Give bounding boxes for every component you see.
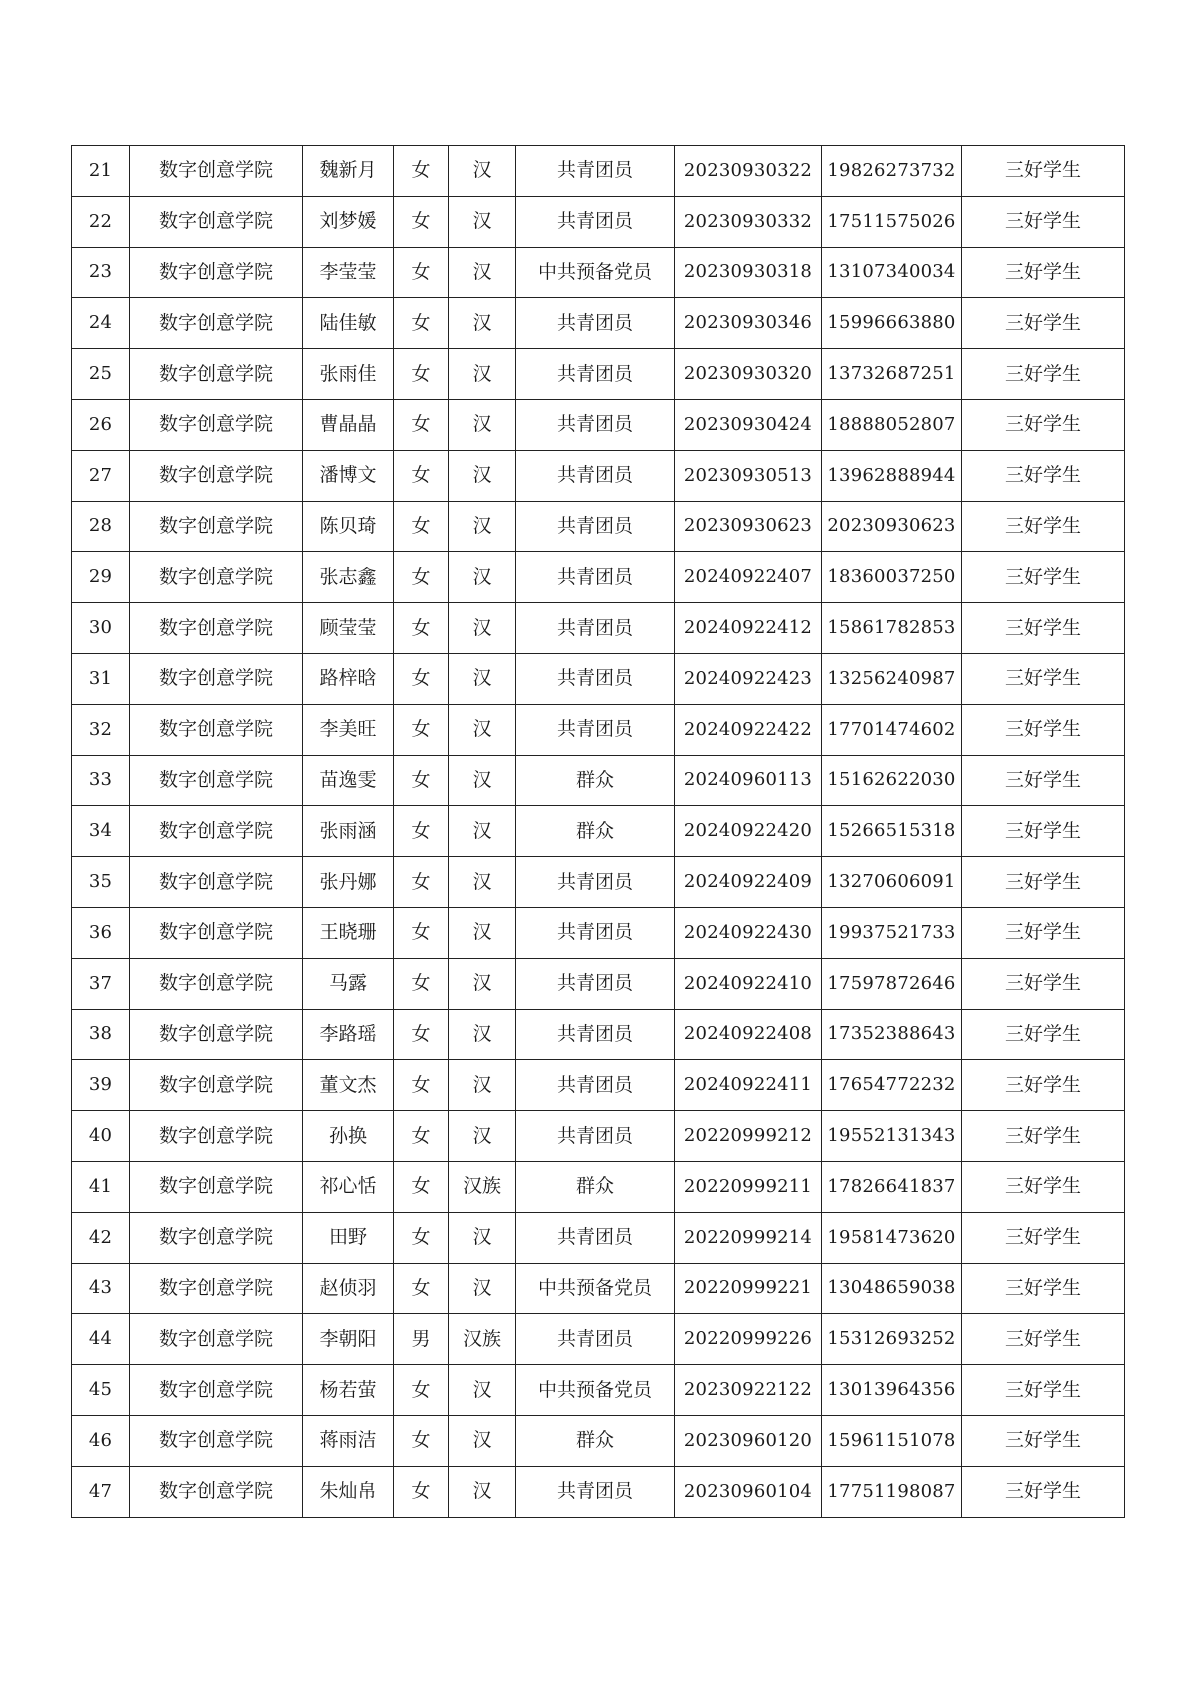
gender-cell: 女 [394,907,449,958]
phone-number-cell: 17654772232 [822,1060,962,1111]
row-number-cell: 47 [72,1466,130,1517]
row-number-cell: 37 [72,958,130,1009]
gender-cell: 女 [394,755,449,806]
college-cell: 数字创意学院 [130,1365,303,1416]
gender-cell: 男 [394,1314,449,1365]
college-cell: 数字创意学院 [130,907,303,958]
row-number-cell: 36 [72,907,130,958]
ethnicity-cell: 汉 [449,857,516,908]
ethnicity-cell: 汉 [449,1415,516,1466]
ethnicity-cell: 汉 [449,653,516,704]
college-cell: 数字创意学院 [130,247,303,298]
phone-number-cell: 15861782853 [822,603,962,654]
ethnicity-cell: 汉 [449,907,516,958]
ethnicity-cell: 汉 [449,1263,516,1314]
gender-cell: 女 [394,298,449,349]
ethnicity-cell: 汉 [449,298,516,349]
student-name-cell: 董文杰 [303,1060,394,1111]
ethnicity-cell: 汉 [449,349,516,400]
college-cell: 数字创意学院 [130,552,303,603]
college-cell: 数字创意学院 [130,298,303,349]
college-cell: 数字创意学院 [130,1111,303,1162]
gender-cell: 女 [394,704,449,755]
award-cell: 三好学生 [962,1111,1125,1162]
college-cell: 数字创意学院 [130,1466,303,1517]
student-name-cell: 魏新月 [303,146,394,197]
student-name-cell: 李朝阳 [303,1314,394,1365]
political-status-cell: 共青团员 [516,1212,675,1263]
phone-number-cell: 17701474602 [822,704,962,755]
student-id-cell: 20230930332 [675,196,822,247]
political-status-cell: 共青团员 [516,399,675,450]
college-cell: 数字创意学院 [130,450,303,501]
ethnicity-cell: 汉 [449,399,516,450]
political-status-cell: 共青团员 [516,704,675,755]
table-row [72,806,1125,857]
gender-cell: 女 [394,857,449,908]
gender-cell: 女 [394,1111,449,1162]
political-status-cell: 共青团员 [516,349,675,400]
gender-cell: 女 [394,958,449,1009]
gender-cell: 女 [394,653,449,704]
college-cell: 数字创意学院 [130,1263,303,1314]
row-number-cell: 38 [72,1009,130,1060]
student-name-cell: 李美旺 [303,704,394,755]
row-number-cell: 24 [72,298,130,349]
college-cell: 数字创意学院 [130,755,303,806]
college-cell: 数字创意学院 [130,958,303,1009]
row-number-cell: 26 [72,399,130,450]
award-cell: 三好学生 [962,196,1125,247]
student-name-cell: 马露 [303,958,394,1009]
ethnicity-cell: 汉 [449,501,516,552]
ethnicity-cell: 汉族 [449,1161,516,1212]
student-id-cell: 20240922423 [675,653,822,704]
phone-number-cell: 19552131343 [822,1111,962,1162]
gender-cell: 女 [394,1365,449,1416]
phone-number-cell: 18888052807 [822,399,962,450]
political-status-cell: 共青团员 [516,653,675,704]
student-id-cell: 20240922412 [675,603,822,654]
award-cell: 三好学生 [962,1415,1125,1466]
ethnicity-cell: 汉 [449,146,516,197]
table-body [72,146,1125,1518]
student-name-cell: 张雨佳 [303,349,394,400]
award-cell: 三好学生 [962,907,1125,958]
row-number-cell: 23 [72,247,130,298]
gender-cell: 女 [394,450,449,501]
college-cell: 数字创意学院 [130,1212,303,1263]
table-row [72,146,1125,197]
row-number-cell: 46 [72,1415,130,1466]
student-id-cell: 20230930424 [675,399,822,450]
phone-number-cell: 13013964356 [822,1365,962,1416]
ethnicity-cell: 汉 [449,196,516,247]
row-number-cell: 43 [72,1263,130,1314]
gender-cell: 女 [394,806,449,857]
ethnicity-cell: 汉族 [449,1314,516,1365]
student-name-cell: 张丹娜 [303,857,394,908]
student-id-cell: 20240960113 [675,755,822,806]
phone-number-cell: 15312693252 [822,1314,962,1365]
student-award-table [71,145,1125,1518]
table-row [72,1263,1125,1314]
student-id-cell: 20230922122 [675,1365,822,1416]
row-number-cell: 41 [72,1161,130,1212]
political-status-cell: 共青团员 [516,907,675,958]
table-row [72,1161,1125,1212]
student-name-cell: 苗逸雯 [303,755,394,806]
row-number-cell: 45 [72,1365,130,1416]
ethnicity-cell: 汉 [449,958,516,1009]
student-id-cell: 20230930320 [675,349,822,400]
award-cell: 三好学生 [962,958,1125,1009]
political-status-cell: 共青团员 [516,1466,675,1517]
political-status-cell: 共青团员 [516,958,675,1009]
table-row [72,1212,1125,1263]
student-id-cell: 20220999214 [675,1212,822,1263]
award-cell: 三好学生 [962,552,1125,603]
student-name-cell: 祁心恬 [303,1161,394,1212]
political-status-cell: 共青团员 [516,501,675,552]
table-row [72,1466,1125,1517]
phone-number-cell: 13962888944 [822,450,962,501]
political-status-cell: 群众 [516,1161,675,1212]
college-cell: 数字创意学院 [130,806,303,857]
ethnicity-cell: 汉 [449,1009,516,1060]
student-name-cell: 潘博文 [303,450,394,501]
political-status-cell: 共青团员 [516,603,675,654]
political-status-cell: 共青团员 [516,196,675,247]
political-status-cell: 共青团员 [516,450,675,501]
gender-cell: 女 [394,1161,449,1212]
phone-number-cell: 17352388643 [822,1009,962,1060]
phone-number-cell: 19937521733 [822,907,962,958]
college-cell: 数字创意学院 [130,1314,303,1365]
phone-number-cell: 19581473620 [822,1212,962,1263]
table-row [72,298,1125,349]
student-id-cell: 20220999212 [675,1111,822,1162]
student-name-cell: 张雨涵 [303,806,394,857]
college-cell: 数字创意学院 [130,1161,303,1212]
row-number-cell: 29 [72,552,130,603]
award-cell: 三好学生 [962,349,1125,400]
student-name-cell: 王晓珊 [303,907,394,958]
student-id-cell: 20220999211 [675,1161,822,1212]
student-name-cell: 赵侦羽 [303,1263,394,1314]
student-name-cell: 孙换 [303,1111,394,1162]
student-id-cell: 20220999221 [675,1263,822,1314]
award-cell: 三好学生 [962,1009,1125,1060]
row-number-cell: 25 [72,349,130,400]
phone-number-cell: 19826273732 [822,146,962,197]
political-status-cell: 中共预备党员 [516,1263,675,1314]
student-id-cell: 20230930513 [675,450,822,501]
political-status-cell: 共青团员 [516,857,675,908]
student-name-cell: 杨若萤 [303,1365,394,1416]
phone-number-cell: 17597872646 [822,958,962,1009]
table-row [72,1009,1125,1060]
political-status-cell: 群众 [516,755,675,806]
political-status-cell: 共青团员 [516,146,675,197]
award-cell: 三好学生 [962,1314,1125,1365]
row-number-cell: 34 [72,806,130,857]
table-row [72,755,1125,806]
row-number-cell: 28 [72,501,130,552]
ethnicity-cell: 汉 [449,450,516,501]
row-number-cell: 32 [72,704,130,755]
college-cell: 数字创意学院 [130,704,303,755]
student-id-cell: 20230930623 [675,501,822,552]
award-cell: 三好学生 [962,399,1125,450]
phone-number-cell: 17511575026 [822,196,962,247]
row-number-cell: 42 [72,1212,130,1263]
student-id-cell: 20230930322 [675,146,822,197]
row-number-cell: 35 [72,857,130,908]
award-cell: 三好学生 [962,806,1125,857]
student-id-cell: 20240922420 [675,806,822,857]
phone-number-cell: 15162622030 [822,755,962,806]
gender-cell: 女 [394,501,449,552]
student-name-cell: 曹晶晶 [303,399,394,450]
table-row [72,1060,1125,1111]
award-cell: 三好学生 [962,1212,1125,1263]
political-status-cell: 共青团员 [516,1314,675,1365]
phone-number-cell: 17826641837 [822,1161,962,1212]
phone-number-cell: 15266515318 [822,806,962,857]
ethnicity-cell: 汉 [449,704,516,755]
phone-number-cell: 17751198087 [822,1466,962,1517]
award-cell: 三好学生 [962,653,1125,704]
award-cell: 三好学生 [962,704,1125,755]
student-id-cell: 20240922409 [675,857,822,908]
student-name-cell: 张志鑫 [303,552,394,603]
student-name-cell: 李路瑶 [303,1009,394,1060]
table-row [72,399,1125,450]
row-number-cell: 31 [72,653,130,704]
table-row [72,704,1125,755]
student-id-cell: 20230960104 [675,1466,822,1517]
table-row [72,501,1125,552]
table-row [72,247,1125,298]
table-row [72,1365,1125,1416]
ethnicity-cell: 汉 [449,755,516,806]
table-row [72,552,1125,603]
row-number-cell: 40 [72,1111,130,1162]
college-cell: 数字创意学院 [130,603,303,654]
political-status-cell: 群众 [516,806,675,857]
table-row [72,1314,1125,1365]
row-number-cell: 22 [72,196,130,247]
college-cell: 数字创意学院 [130,1415,303,1466]
table-row [72,603,1125,654]
row-number-cell: 30 [72,603,130,654]
political-status-cell: 共青团员 [516,298,675,349]
gender-cell: 女 [394,349,449,400]
award-cell: 三好学生 [962,857,1125,908]
student-id-cell: 20230960120 [675,1415,822,1466]
ethnicity-cell: 汉 [449,1111,516,1162]
ethnicity-cell: 汉 [449,552,516,603]
student-id-cell: 20240922422 [675,704,822,755]
student-name-cell: 路梓晗 [303,653,394,704]
college-cell: 数字创意学院 [130,501,303,552]
phone-number-cell: 13107340034 [822,247,962,298]
college-cell: 数字创意学院 [130,196,303,247]
table-row [72,196,1125,247]
gender-cell: 女 [394,1263,449,1314]
table-row [72,1111,1125,1162]
phone-number-cell: 15996663880 [822,298,962,349]
student-id-cell: 20220999226 [675,1314,822,1365]
phone-number-cell: 13732687251 [822,349,962,400]
gender-cell: 女 [394,1415,449,1466]
student-name-cell: 陈贝琦 [303,501,394,552]
gender-cell: 女 [394,603,449,654]
ethnicity-cell: 汉 [449,603,516,654]
table-row [72,958,1125,1009]
student-name-cell: 顾莹莹 [303,603,394,654]
gender-cell: 女 [394,1212,449,1263]
student-id-cell: 20230930346 [675,298,822,349]
gender-cell: 女 [394,552,449,603]
table-row [72,653,1125,704]
phone-number-cell: 13256240987 [822,653,962,704]
award-cell: 三好学生 [962,1466,1125,1517]
award-cell: 三好学生 [962,755,1125,806]
award-cell: 三好学生 [962,298,1125,349]
college-cell: 数字创意学院 [130,399,303,450]
student-name-cell: 蒋雨洁 [303,1415,394,1466]
table-row [72,907,1125,958]
award-cell: 三好学生 [962,450,1125,501]
gender-cell: 女 [394,146,449,197]
student-name-cell: 朱灿帛 [303,1466,394,1517]
table-row [72,1415,1125,1466]
award-cell: 三好学生 [962,603,1125,654]
ethnicity-cell: 汉 [449,1212,516,1263]
college-cell: 数字创意学院 [130,146,303,197]
gender-cell: 女 [394,247,449,298]
student-id-cell: 20240922411 [675,1060,822,1111]
student-id-cell: 20230930318 [675,247,822,298]
college-cell: 数字创意学院 [130,1060,303,1111]
phone-number-cell: 20230930623 [822,501,962,552]
award-cell: 三好学生 [962,1365,1125,1416]
college-cell: 数字创意学院 [130,1009,303,1060]
political-status-cell: 群众 [516,1415,675,1466]
political-status-cell: 共青团员 [516,1111,675,1162]
gender-cell: 女 [394,1466,449,1517]
student-id-cell: 20240922408 [675,1009,822,1060]
award-cell: 三好学生 [962,1161,1125,1212]
gender-cell: 女 [394,399,449,450]
table-row [72,349,1125,400]
political-status-cell: 中共预备党员 [516,247,675,298]
student-name-cell: 刘梦媛 [303,196,394,247]
table-row [72,450,1125,501]
gender-cell: 女 [394,1009,449,1060]
phone-number-cell: 13048659038 [822,1263,962,1314]
college-cell: 数字创意学院 [130,857,303,908]
political-status-cell: 共青团员 [516,552,675,603]
ethnicity-cell: 汉 [449,247,516,298]
row-number-cell: 33 [72,755,130,806]
ethnicity-cell: 汉 [449,1060,516,1111]
ethnicity-cell: 汉 [449,1466,516,1517]
award-cell: 三好学生 [962,146,1125,197]
student-name-cell: 陆佳敏 [303,298,394,349]
college-cell: 数字创意学院 [130,349,303,400]
phone-number-cell: 13270606091 [822,857,962,908]
political-status-cell: 共青团员 [516,1009,675,1060]
phone-number-cell: 15961151078 [822,1415,962,1466]
row-number-cell: 39 [72,1060,130,1111]
student-name-cell: 李莹莹 [303,247,394,298]
award-cell: 三好学生 [962,1263,1125,1314]
student-id-cell: 20240922410 [675,958,822,1009]
row-number-cell: 44 [72,1314,130,1365]
gender-cell: 女 [394,196,449,247]
student-name-cell: 田野 [303,1212,394,1263]
political-status-cell: 共青团员 [516,1060,675,1111]
row-number-cell: 21 [72,146,130,197]
student-id-cell: 20240922407 [675,552,822,603]
ethnicity-cell: 汉 [449,806,516,857]
student-id-cell: 20240922430 [675,907,822,958]
award-cell: 三好学生 [962,1060,1125,1111]
gender-cell: 女 [394,1060,449,1111]
ethnicity-cell: 汉 [449,1365,516,1416]
table-row [72,857,1125,908]
row-number-cell: 27 [72,450,130,501]
political-status-cell: 中共预备党员 [516,1365,675,1416]
phone-number-cell: 18360037250 [822,552,962,603]
award-cell: 三好学生 [962,247,1125,298]
college-cell: 数字创意学院 [130,653,303,704]
award-cell: 三好学生 [962,501,1125,552]
